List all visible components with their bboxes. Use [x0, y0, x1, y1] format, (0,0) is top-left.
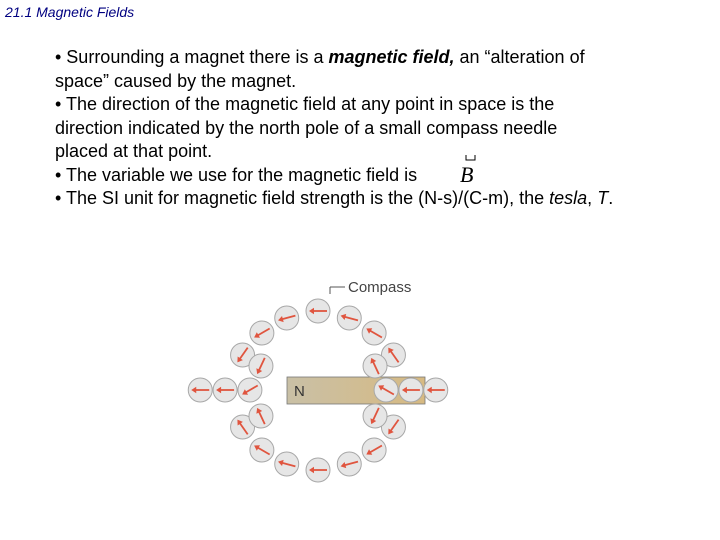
tesla-term: tesla: [549, 188, 588, 208]
compass: [188, 378, 212, 402]
compass: [250, 321, 274, 345]
compass: [306, 458, 330, 482]
compass: [424, 378, 448, 402]
compass: [362, 438, 386, 462]
b-symbol: B: [460, 162, 474, 187]
bullet-1-suffix: an “alteration of: [454, 47, 585, 67]
compass-diagram: [180, 268, 450, 538]
compass: [249, 404, 273, 428]
compass: [337, 452, 361, 476]
compass: [249, 354, 273, 378]
compass: [337, 306, 361, 330]
bullet-2-line-1: • The direction of the magnetic field at any point in space is the: [55, 94, 555, 114]
bullet-2-line-3: placed at that point.: [55, 141, 213, 161]
compass-label: Compass: [348, 279, 412, 296]
compass: [238, 378, 262, 402]
compass: [275, 306, 299, 330]
bullet-4-separator: ,: [587, 188, 598, 208]
magnetic-field-term: magnetic field,: [328, 47, 455, 67]
slide-header: 21.1 Magnetic Fields: [5, 4, 135, 20]
bullet-1-line-2: space” caused by the magnet.: [55, 70, 297, 91]
compass: [362, 321, 386, 345]
compass: [399, 378, 423, 402]
bullet-4-text: • The SI unit for magnetic field strength is the (N-s)/(C-m), the: [55, 188, 550, 208]
compass: [250, 438, 274, 462]
bullet-list: [55, 46, 705, 211]
bullet-2-line-2: direction indicated by the north pole of a small compass needle: [55, 117, 558, 138]
north-pole-label: N: [294, 383, 305, 400]
compass: [275, 452, 299, 476]
bullet-4: [55, 187, 705, 211]
bullet-1-line-1: [55, 46, 705, 70]
bullet-1-text: • Surrounding a magnet there is a: [55, 47, 329, 67]
compass: [363, 404, 387, 428]
bullet-4-end: .: [608, 188, 614, 208]
compass: [363, 354, 387, 378]
compass: [306, 299, 330, 323]
bullet-3: • The variable we use for the magnetic field is: [55, 164, 418, 185]
compass: [374, 378, 398, 402]
b-vector-symbol: [459, 150, 483, 190]
tesla-symbol: T: [597, 188, 609, 208]
compass: [213, 378, 237, 402]
